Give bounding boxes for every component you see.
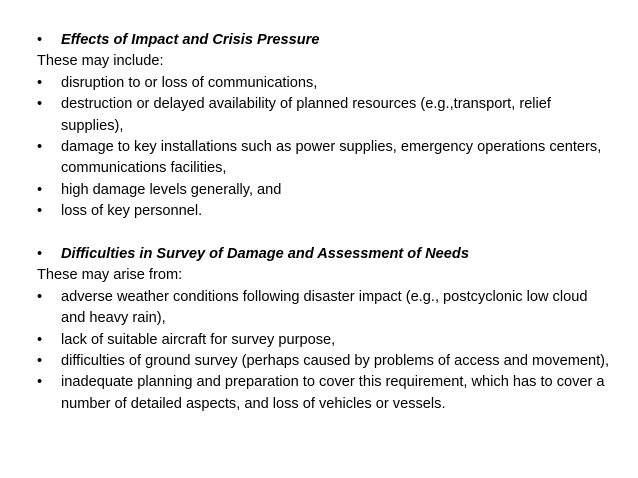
section-spacer [37,223,612,244]
list-item [37,287,612,330]
bullet-icon: • [37,374,43,391]
list-item-text: adverse weather conditions following disaster impact (e.g., postcyclonic low cloud and heavy rain), [61,288,588,327]
list-item-text: loss of key personnel. [61,203,203,220]
heading-text: Effects of Impact and Crisis Pressure [61,32,320,48]
bullet-icon: • [37,203,43,220]
list-item [37,201,612,222]
list-item [37,94,612,137]
bullet-icon: • [37,331,43,348]
bullet-icon: • [37,139,43,156]
list-item-text: difficulties of ground survey (perhaps caused by problems of access and movement), [61,353,610,370]
slide-body [37,30,612,415]
list-item-text: destruction or delayed availability of planned resources (e.g.,transport, relief supplies), [61,96,551,134]
list-item [37,73,612,94]
intro-text: These may include: [37,53,164,70]
intro-text: These may arise from: [37,267,183,284]
list-item [37,180,612,201]
section-heading-effects [37,30,612,51]
list-item [37,137,612,180]
bullet-icon: • [37,96,43,113]
list-item-text: inadequate planning and preparation to cover this requirement, which has to cover a number of detailed aspects, and loss of vehicles or vessels. [61,374,605,412]
list-item [37,372,612,415]
list-item-text: high damage levels generally, and [61,181,282,198]
bullet-icon: • [37,32,43,48]
list-item [37,351,612,372]
heading-text: Difficulties in Survey of Damage and Assessment of Needs [61,246,469,263]
bullet-icon: • [37,353,43,370]
list-item-text: disruption to or loss of communications, [61,74,318,91]
bullet-icon: • [37,288,43,305]
bullet-icon: • [37,74,43,91]
list-item-text: damage to key installations such as power supplies, emergency operations centers, communications facilities, [61,139,602,177]
section-heading-difficulties [37,244,612,265]
bullet-icon: • [37,246,43,263]
list-item-text: lack of suitable aircraft for survey purpose, [61,331,336,348]
list-item [37,330,612,351]
bullet-icon: • [37,181,43,198]
